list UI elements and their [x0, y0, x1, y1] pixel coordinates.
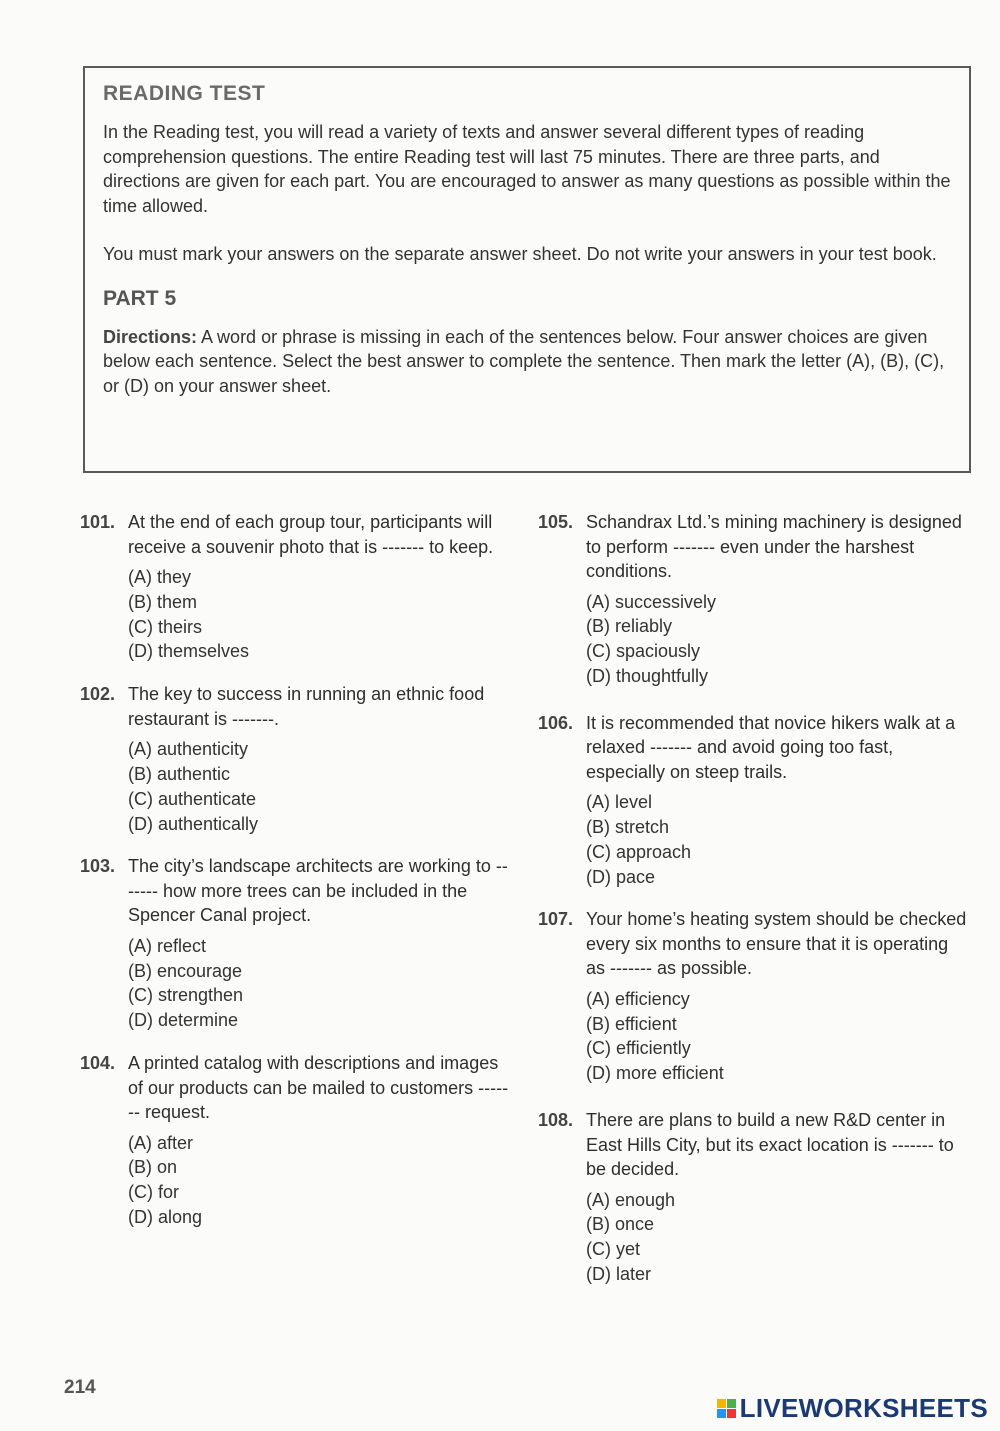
- directions-text: A word or phrase is missing in each of the sentences below. Four answer choices are given below each sentence. Select the best answer to complete the sentence. Then mark the letter (A), (B), (C), or (D) on your answer sheet.: [103, 326, 945, 396]
- answer-options: [586, 590, 968, 689]
- question-text: The city’s landscape architects are working to ------- how more trees can be included in the Spencer Canal project.: [128, 856, 508, 926]
- question-text: Your home’s heating system should be checked every six months to ensure that it is operating as ------- as possible.: [586, 909, 967, 979]
- question-106: [538, 711, 968, 890]
- option-d[interactable]: (D) pace: [586, 866, 656, 887]
- question-101: [80, 510, 510, 664]
- question-number: 103.: [80, 856, 116, 877]
- directions: [103, 325, 951, 399]
- logo-tile: [717, 1399, 726, 1408]
- question-number: 106.: [538, 712, 574, 733]
- liveworksheets-logo-icon: [717, 1399, 736, 1418]
- question-number: 107.: [538, 909, 574, 930]
- question-text: The key to success in running an ethnic food restaurant is -------.: [128, 684, 485, 729]
- option-b[interactable]: (B) efficient: [586, 1013, 677, 1034]
- answer-options: [128, 934, 510, 1033]
- option-a[interactable]: (A) successively: [586, 591, 717, 612]
- option-d[interactable]: (D) later: [586, 1263, 652, 1284]
- question-number: 104.: [80, 1053, 116, 1074]
- directions-label: Directions:: [103, 326, 198, 347]
- option-d[interactable]: (D) thoughtfully: [586, 665, 709, 686]
- part-5-heading: PART 5: [103, 286, 177, 310]
- option-a[interactable]: (A) authenticity: [128, 739, 249, 760]
- option-a[interactable]: (A) they: [128, 567, 192, 587]
- option-b[interactable]: (B) stretch: [586, 816, 670, 837]
- reading-test-intro-box: [83, 66, 971, 473]
- question-105: [538, 510, 968, 689]
- option-a[interactable]: (A) efficiency: [586, 988, 690, 1009]
- intro-paragraph-2: You must mark your answers on the separate answer sheet. Do not write your answers in your test book.: [103, 244, 937, 264]
- question-number: 102.: [80, 684, 116, 705]
- option-b[interactable]: (B) them: [128, 591, 198, 612]
- option-c[interactable]: (C) theirs: [128, 616, 203, 637]
- option-c[interactable]: (C) yet: [586, 1239, 640, 1260]
- option-a[interactable]: (A) level: [586, 792, 653, 813]
- option-a[interactable]: (A) after: [128, 1132, 194, 1153]
- logo-tile: [717, 1409, 726, 1418]
- watermark-text: LIVEWORKSHEETS: [739, 1393, 988, 1423]
- option-b[interactable]: (B) encourage: [128, 960, 243, 981]
- question-108: [538, 1108, 968, 1287]
- question-103: [80, 854, 510, 1033]
- question-text: At the end of each group tour, participants will receive a souvenir photo that is ------- to keep.: [128, 512, 494, 557]
- question-number: 105.: [538, 512, 574, 532]
- logo-tile: [727, 1409, 736, 1418]
- answer-options: [586, 987, 968, 1086]
- option-a[interactable]: (A) enough: [586, 1189, 676, 1210]
- answer-options: [128, 1131, 510, 1230]
- option-c[interactable]: (C) spaciously: [586, 641, 701, 662]
- liveworksheets-watermark: [717, 1393, 988, 1424]
- option-d[interactable]: (D) more efficient: [586, 1063, 724, 1084]
- option-c[interactable]: (C) authenticate: [128, 788, 257, 809]
- option-a[interactable]: (A) reflect: [128, 935, 207, 956]
- option-d[interactable]: (D) themselves: [128, 641, 250, 662]
- option-c[interactable]: (C) approach: [586, 841, 692, 862]
- option-b[interactable]: (B) on: [128, 1157, 178, 1178]
- question-text: There are plans to build a new R&D center in East Hills City, but its exact location is ------- to be decided.: [586, 1110, 954, 1180]
- question-number: 108.: [538, 1110, 574, 1131]
- question-107: [538, 907, 968, 1086]
- answer-options: [586, 790, 968, 889]
- page-number: 214: [64, 1377, 96, 1398]
- answer-options: [586, 1188, 968, 1287]
- intro-paragraph-1: In the Reading test, you will read a variety of texts and answer several different types of reading comprehension questions. The entire Reading test will last 75 minutes. There are three parts, and directions are given for each part. You are encouraged to answer as many questions as possible within the time allowed.: [103, 122, 951, 216]
- option-d[interactable]: (D) determine: [128, 1010, 239, 1031]
- question-104: [80, 1051, 510, 1230]
- option-c[interactable]: (C) for: [128, 1182, 179, 1203]
- question-102: [80, 682, 510, 836]
- option-b[interactable]: (B) authentic: [128, 763, 231, 784]
- questions-right-column: [538, 510, 968, 1287]
- question-text: A printed catalog with descriptions and images of our products can be mailed to customers ------- request.: [128, 1053, 509, 1123]
- option-b[interactable]: (B) once: [586, 1214, 655, 1235]
- option-c[interactable]: (C) strengthen: [128, 985, 244, 1006]
- option-c[interactable]: (C) efficiently: [586, 1038, 691, 1059]
- questions-left-column: [80, 510, 510, 1230]
- answer-options: [128, 737, 510, 836]
- option-d[interactable]: (D) authentically: [128, 813, 259, 834]
- answer-options: [128, 565, 510, 664]
- logo-tile: [727, 1399, 736, 1408]
- question-number: 101.: [80, 512, 116, 532]
- reading-test-heading: READING TEST: [103, 82, 266, 105]
- question-text: Schandrax Ltd.’s mining machinery is designed to perform ------- even under the harshest conditions.: [586, 512, 962, 581]
- option-b[interactable]: (B) reliably: [586, 616, 673, 637]
- option-d[interactable]: (D) along: [128, 1206, 203, 1227]
- question-text: It is recommended that novice hikers walk at a relaxed ------- and avoid going too fast, especially on steep trails.: [586, 712, 956, 782]
